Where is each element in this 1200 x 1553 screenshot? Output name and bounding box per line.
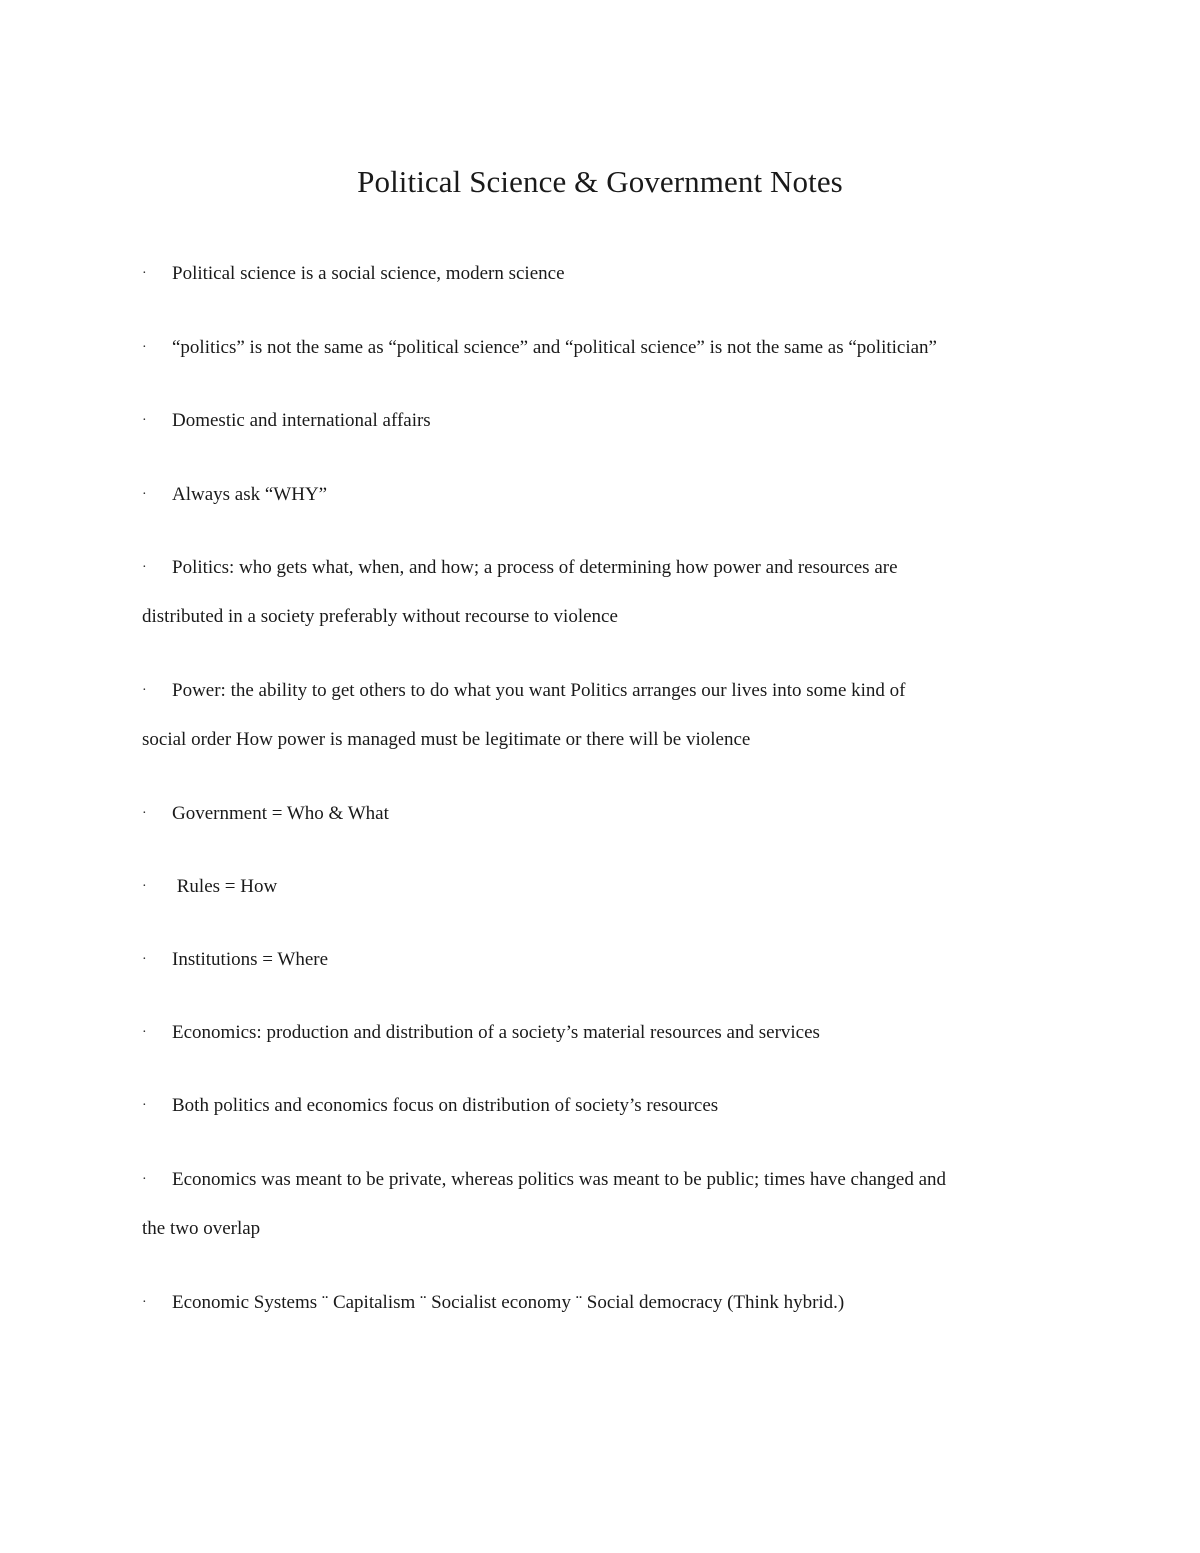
bullet-icon: ·: [142, 683, 147, 698]
note-item-5: [142, 543, 1072, 641]
note-text: Power: the ability to get others to do what you want Politics arranges our lives into some kind of: [172, 680, 906, 701]
note-line: [142, 470, 1072, 519]
note-text: Economics was meant to be private, whereas politics was meant to be public; times have changed and: [172, 1169, 947, 1190]
note-item-9: [142, 935, 1072, 984]
note-line: [142, 543, 1072, 592]
note-text: Economic Systems ¨ Capitalism ¨ Socialist economy ¨ Social democracy (Think hybrid.): [172, 1292, 845, 1313]
note-line: [142, 396, 1072, 445]
note-line: [142, 1008, 1072, 1057]
note-line: [142, 935, 1072, 984]
bullet-icon: ·: [142, 806, 147, 821]
note-text: Rules = How: [172, 876, 278, 897]
bullet-icon: ·: [142, 340, 147, 355]
bullet-icon: ·: [142, 413, 147, 428]
note-item-4: [142, 470, 1072, 519]
note-text: Political science is a social science, modern science: [172, 263, 565, 284]
note-item-11: [142, 1081, 1072, 1130]
bullet-icon: ·: [142, 1098, 147, 1113]
bullet-icon: ·: [142, 560, 147, 575]
note-item-3: [142, 396, 1072, 445]
note-text: Institutions = Where: [172, 949, 329, 970]
note-text: Domestic and international affairs: [172, 410, 431, 431]
bullet-icon: ·: [142, 266, 147, 281]
bullet-icon: ·: [142, 1295, 147, 1310]
note-line: [142, 1155, 1072, 1204]
note-item-6: [142, 666, 1072, 764]
note-line-continued: the two overlap: [142, 1218, 261, 1239]
note-item-7: [142, 789, 1072, 838]
note-line: [142, 323, 1072, 372]
note-line-continued: distributed in a society preferably without recourse to violence: [142, 606, 618, 627]
bullet-icon: ·: [142, 879, 147, 894]
note-text: Politics: who gets what, when, and how; a process of determining how power and resources are: [172, 557, 898, 578]
note-line: [142, 789, 1072, 838]
note-text: Economics: production and distribution of a society’s material resources and services: [172, 1022, 820, 1043]
note-item-2: [142, 323, 1072, 372]
bullet-icon: ·: [142, 1025, 147, 1040]
page-title: Political Science & Government Notes: [357, 164, 843, 199]
note-text: Always ask “WHY”: [172, 484, 328, 505]
note-text: “politics” is not the same as “political science” and “political science” is not the same as “politician”: [172, 337, 937, 358]
note-line: [142, 666, 1072, 715]
note-line: [142, 249, 1072, 298]
note-line: [142, 1278, 1072, 1327]
note-line: [142, 1081, 1072, 1130]
bullet-icon: ·: [142, 952, 147, 967]
note-item-13: [142, 1278, 1072, 1327]
note-line-continued: social order How power is managed must be legitimate or there will be violence: [142, 729, 751, 750]
note-item-8: [142, 862, 1072, 911]
note-item-12: [142, 1155, 1072, 1253]
note-text: Government = Who & What: [172, 803, 389, 824]
note-line: [142, 862, 1072, 911]
note-item-10: [142, 1008, 1072, 1057]
bullet-icon: ·: [142, 1172, 147, 1187]
bullet-icon: ·: [142, 487, 147, 502]
note-text: Both politics and economics focus on distribution of society’s resources: [172, 1095, 719, 1116]
note-item-1: [142, 249, 1072, 298]
